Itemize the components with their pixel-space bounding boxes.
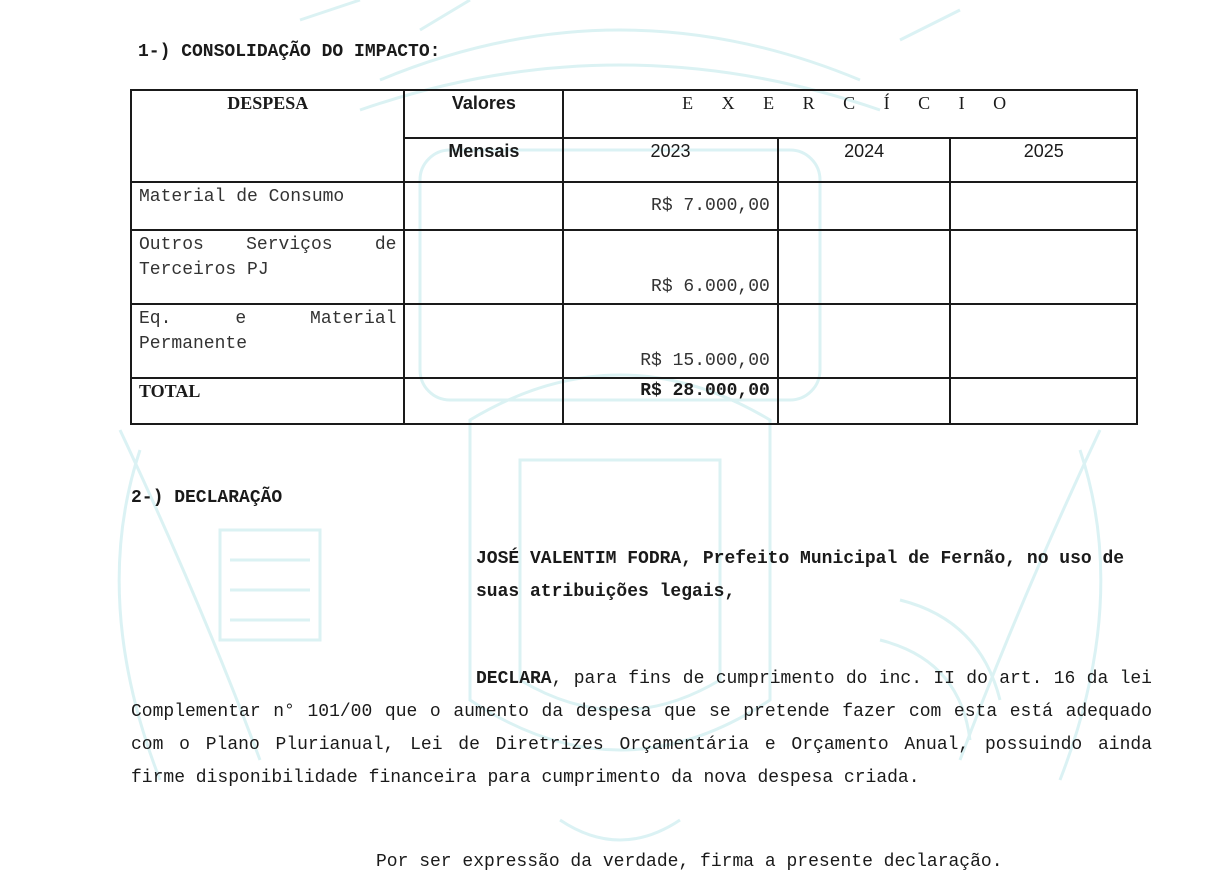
declarant-role-text: no uso de suas atribuições legais, xyxy=(476,549,1125,602)
despesa-line: Eq. e Material xyxy=(139,309,397,329)
declara-keyword: DECLARA xyxy=(476,669,552,689)
total-2025-cell xyxy=(950,378,1137,424)
total-2024-cell xyxy=(778,378,951,424)
despesa-line: Outros Serviços de xyxy=(139,235,397,255)
header-exercicio: E X E R C Í C I O xyxy=(563,90,1137,138)
declarant-name: JOSÉ VALENTIM FODRA, Prefeito Municipal de Fernão, xyxy=(476,549,1017,569)
closing-statement: Por ser expressão da verdade, firma a presente declaração. xyxy=(376,852,1003,872)
section-2-title: 2-) DECLARAÇÃO xyxy=(131,488,283,508)
table-row xyxy=(131,182,1137,230)
total-valor-mensal-cell xyxy=(404,378,563,424)
section-1-title: 1-) CONSOLIDAÇÃO DO IMPACTO: xyxy=(138,42,441,62)
despesa-cell xyxy=(131,230,404,304)
valor-2024-cell xyxy=(778,304,951,378)
header-valores-top: Valores xyxy=(404,90,563,138)
total-label: TOTAL xyxy=(131,378,404,424)
despesa-line: Permanente xyxy=(139,334,248,354)
declaration-text: , para fins de cumprimento do inc. II do art. 16 da lei Complementar n° 101/00 que o aumento da despesa que se pretende fazer com esta está adequado com o Plano Plurianual, Lei de Diretrizes Orçamentária e Orçamento Anual, possuindo ainda firme disponibilidade financeira para cumprimento da nova despesa criada. xyxy=(131,669,1152,788)
header-year-2023: 2023 xyxy=(563,138,778,182)
declaration-paragraph xyxy=(131,663,1152,795)
valor-mensal-cell xyxy=(404,182,563,230)
total-2023-cell: R$ 28.000,00 xyxy=(563,378,778,424)
valor-2025-cell xyxy=(950,230,1137,304)
valor-2025-cell xyxy=(950,304,1137,378)
valor-2025-cell xyxy=(950,182,1137,230)
table-row xyxy=(131,304,1137,378)
valor-2024-cell xyxy=(778,230,951,304)
header-year-2024: 2024 xyxy=(778,138,951,182)
impact-table xyxy=(130,89,1138,425)
despesa-cell xyxy=(131,182,404,230)
valor-2023-cell: R$ 15.000,00 xyxy=(563,304,778,378)
valor-mensal-cell xyxy=(404,304,563,378)
despesa-cell xyxy=(131,304,404,378)
header-valores-bottom: Mensais xyxy=(404,138,563,182)
table-total-row xyxy=(131,378,1137,424)
header-year-2025: 2025 xyxy=(950,138,1137,182)
table-row xyxy=(131,230,1137,304)
valor-2023-cell: R$ 6.000,00 xyxy=(563,230,778,304)
despesa-line: Material de Consumo xyxy=(139,187,345,207)
valor-2024-cell xyxy=(778,182,951,230)
header-despesa: DESPESA xyxy=(131,90,404,182)
table-header-row xyxy=(131,90,1137,138)
declarant-paragraph xyxy=(476,543,1152,609)
valor-2023-cell: R$ 7.000,00 xyxy=(563,182,778,230)
despesa-line: Terceiros PJ xyxy=(139,260,269,280)
valor-mensal-cell xyxy=(404,230,563,304)
